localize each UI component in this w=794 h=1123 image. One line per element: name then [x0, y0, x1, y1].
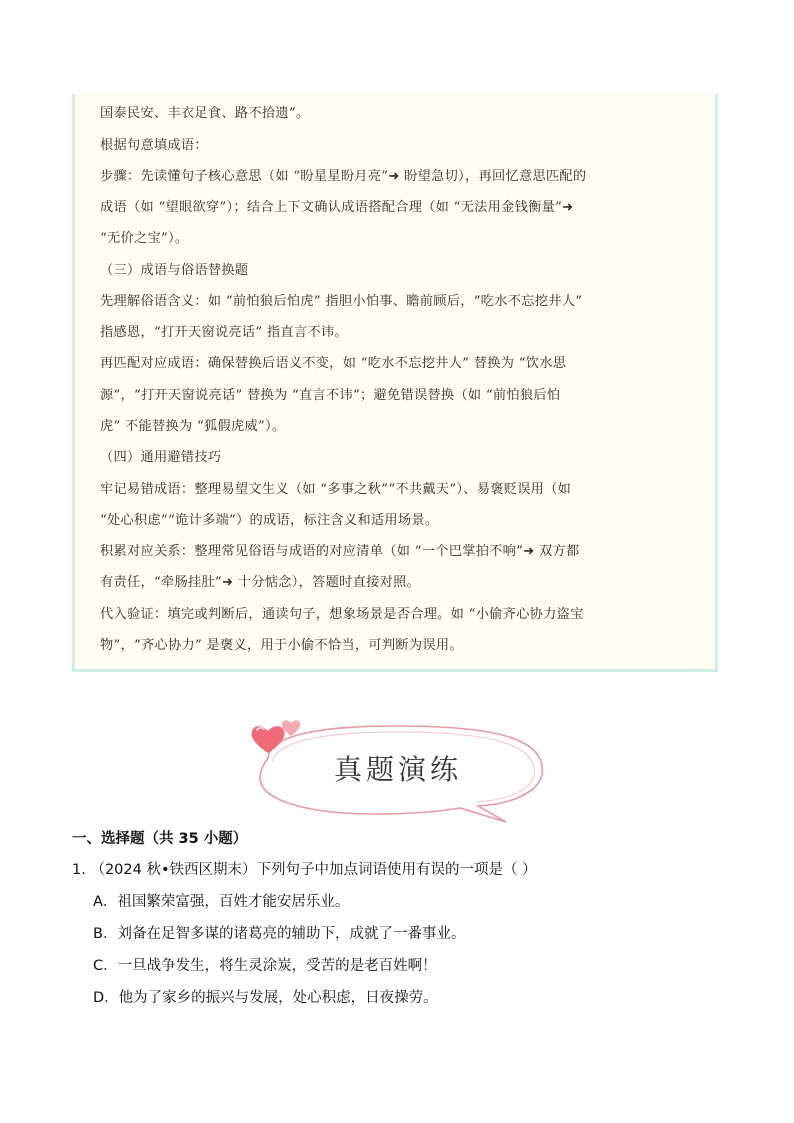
tip-line: “无价之宝”）。 — [100, 231, 189, 246]
tip-line: 国泰民安、丰衣足食、路不拾遗”。 — [100, 106, 310, 121]
tip-line: 源”，“打开天窗说亮话” 替换为 “直言不讳”；避免错误替换（如 “前怕狼后怕 — [100, 388, 561, 403]
tip-line: 积累对应关系：整理常见俗语与成语的对应清单（如 “一个巴掌拍不响”➜ 双方都 — [100, 544, 580, 559]
tip-line: 虎” 不能替换为 “狐假虎威”）。 — [100, 419, 286, 434]
section-title: 一、选择题（共 35 小题） — [72, 831, 248, 847]
tip-line: 牢记易错成语：整理易望文生义（如 “多事之秋”“不共戴天”）、易褒贬误用（如 — [100, 482, 572, 497]
option-a[interactable]: A．祖国繁荣富强，百姓才能安居乐业。 — [93, 894, 350, 910]
option-b[interactable]: B．刘备在足智多谋的诸葛亮的辅助下，成就了一番事业。 — [93, 926, 466, 942]
tip-line: 有责任，“牵肠挂肚”➜ 十分惦念），答题时直接对照。 — [100, 575, 421, 590]
tip-line: 再匹配对应成语：确保替换后语义不变，如 “吃水不忘挖井人” 替换为 “饮水思 — [100, 356, 567, 371]
section-badge — [246, 718, 550, 826]
tip-heading: （三）成语与俗语替换题 — [100, 263, 249, 278]
tip-line: 物”，“齐心协力” 是褒义，用于小偷不恰当，可判断为误用。 — [100, 638, 463, 653]
tip-line: “处心积虑”“诡计多端”）的成语，标注含义和适用场景。 — [100, 513, 439, 528]
tip-line: 指感恩，“打开天窗说亮话” 指直言不讳。 — [100, 325, 348, 340]
option-c[interactable]: C．一旦战争发生，将生灵涂炭，受苦的是老百姓啊！ — [93, 958, 437, 974]
question-stem: 1. （2024 秋•铁西区期末）下列句子中加点词语使用有误的一项是（ ） — [72, 862, 537, 878]
small-heart-icon — [280, 718, 302, 738]
tip-line: 先理解俗语含义：如 “前怕狼后怕虎” 指胆小怕事、瞻前顾后，“吃水不忘挖井人” — [100, 294, 583, 309]
tip-line: 根据句意填成语： — [100, 138, 208, 153]
tips-box — [72, 94, 718, 672]
tip-line: 步骤：先读懂句子核心意思（如 “盼星星盼月亮”➜ 盼望急切），再回忆意思匹配的 — [100, 169, 587, 184]
tip-line: 代入验证：填完或判断后，通读句子，想象场景是否合理。如 “小偷齐心协力盗宝 — [100, 607, 584, 622]
tip-heading: （四）通用避错技巧 — [100, 450, 222, 465]
tip-line: 成语（如 “望眼欲穿”）；结合上下文确认成语搭配合理（如 “无法用金钱衡量”➜ — [100, 200, 574, 215]
section-badge-title: 真题演练 — [333, 753, 462, 786]
option-d[interactable]: D．他为了家乡的振兴与发展，处心积虑，日夜操劳。 — [93, 990, 438, 1006]
